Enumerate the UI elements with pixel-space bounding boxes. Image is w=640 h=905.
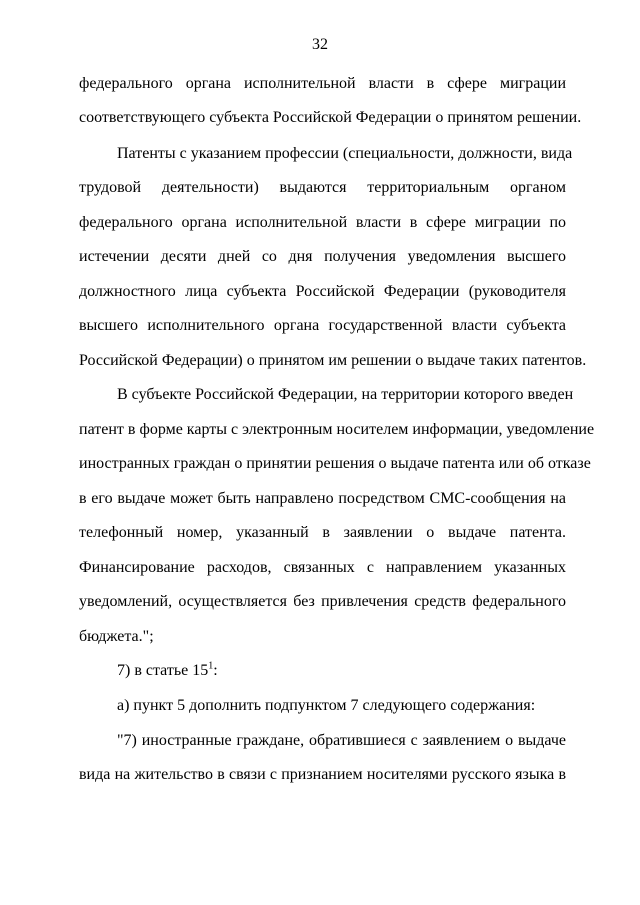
- text-line: Финансирование расходов, связанных с направлением указанных: [79, 559, 566, 576]
- text-line: а) пункт 5 дополнить подпунктом 7 следующего содержания:: [117, 697, 536, 714]
- text-line: иностранных граждан о принятии решения о выдаче патента или об отказе: [79, 455, 591, 472]
- text-line: высшего исполнительного органа государственной власти субъекта: [79, 317, 566, 334]
- text-line: уведомлений, осуществляется без привлечения средств федерального: [79, 593, 566, 610]
- text-line: Российской Федерации) о принятом им решении о выдаче таких патентов.: [79, 352, 587, 369]
- article-reference-line: [117, 661, 566, 681]
- text-line: В субъекте Российской Федерации, на территории которого введен: [117, 386, 574, 403]
- text-line: федерального органа исполнительной власти в сфере миграции по: [79, 214, 566, 231]
- text-line: бюджета.";: [79, 628, 154, 645]
- text-line: федерального органа исполнительной власти в сфере миграции: [79, 75, 566, 92]
- text-line: патент в форме карты с электронным носителем информации, уведомление: [79, 421, 595, 438]
- superscript: 1: [208, 660, 214, 672]
- page-number: 32: [312, 36, 328, 53]
- text-line: в его выдаче может быть направлено посредством СМС-сообщения на: [79, 490, 566, 507]
- text-line: вида на жительство в связи с признанием носителями русского языка в: [79, 766, 566, 783]
- text-line: должностного лица субъекта Российской Федерации (руководителя: [79, 283, 566, 300]
- text-line: трудовой деятельности) выдаются территориальным органом: [79, 179, 566, 196]
- text-line: истечении десяти дней со дня получения уведомления высшего: [79, 248, 566, 265]
- text-fragment: :: [213, 662, 218, 679]
- text-line: соответствующего субъекта Российской Федерации о принятом решении.: [79, 109, 582, 126]
- text-line: Патенты с указанием профессии (специальности, должности, вида: [117, 145, 573, 162]
- text-line: телефонный номер, указанный в заявлении о выдаче патента.: [79, 524, 566, 541]
- text-line: "7) иностранные граждане, обратившиеся с заявлением о выдаче: [117, 732, 566, 749]
- text-fragment: 7) в статье 15: [117, 662, 209, 679]
